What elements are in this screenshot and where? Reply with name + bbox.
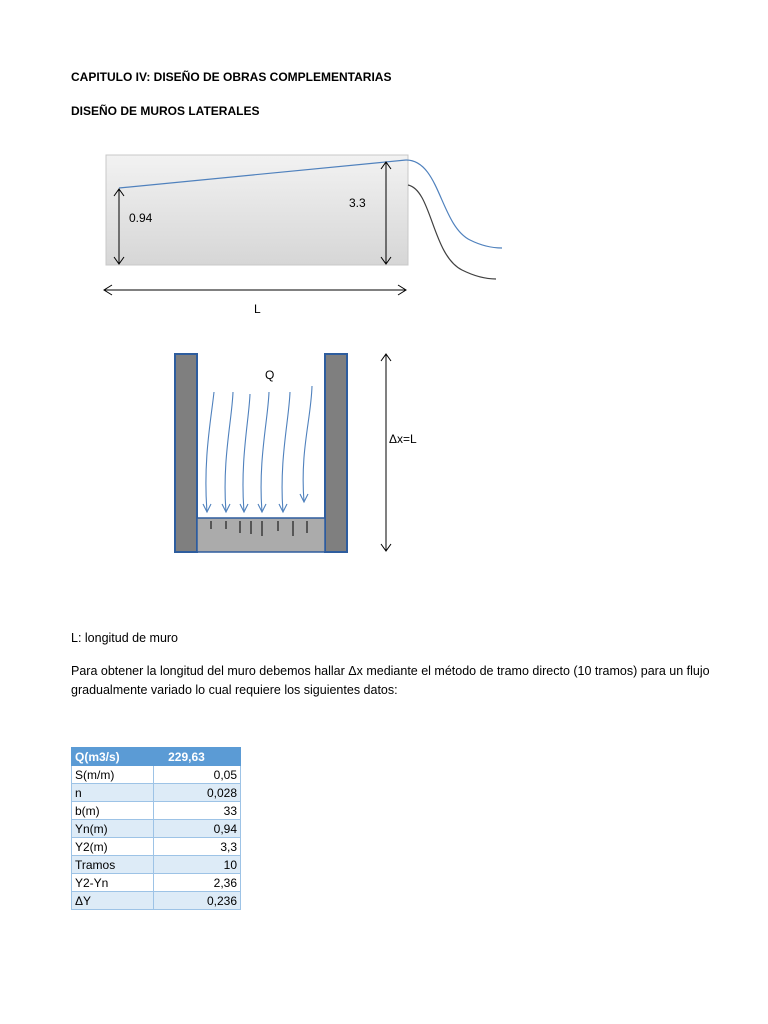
table-row xyxy=(72,766,241,784)
param-label: b(m) xyxy=(72,802,154,820)
param-value: 10 xyxy=(154,856,241,874)
param-label: Tramos xyxy=(72,856,154,874)
flow-section-diagram xyxy=(0,340,768,570)
chapter-heading: CAPITULO IV: DISEÑO DE OBRAS COMPLEMENTARIAS xyxy=(71,70,392,84)
table-row xyxy=(72,856,241,874)
param-value: 0,05 xyxy=(154,766,241,784)
param-value: 0,028 xyxy=(154,784,241,802)
section-heading: DISEÑO DE MUROS LATERALES xyxy=(71,104,260,118)
flow-arrows xyxy=(203,386,312,512)
param-label: n xyxy=(72,784,154,802)
right-depth-label: 3.3 xyxy=(349,196,366,210)
table-row xyxy=(72,892,241,910)
table-row xyxy=(72,874,241,892)
parameters-table xyxy=(71,747,241,910)
param-value: 229,63 xyxy=(154,748,241,766)
method-paragraph: Para obtener la longitud del muro debemos hallar Δx mediante el método de tramo directo (10 tramos) para un flujo gradualmente variado lo cual requiere los siguientes datos: xyxy=(71,664,710,697)
water-drop-curve xyxy=(406,160,502,248)
param-label: Q(m3/s) xyxy=(72,748,154,766)
param-label: ΔY xyxy=(72,892,154,910)
flow-label: Q xyxy=(265,368,275,382)
param-value: 0,236 xyxy=(154,892,241,910)
table-row xyxy=(72,784,241,802)
param-value: 33 xyxy=(154,802,241,820)
channel-bed-curve xyxy=(408,185,496,279)
param-value: 3,3 xyxy=(154,838,241,856)
param-value: 0,94 xyxy=(154,820,241,838)
right-wall xyxy=(325,354,347,552)
left-depth-label: 0.94 xyxy=(129,211,153,225)
table-row xyxy=(72,820,241,838)
param-value: 2,36 xyxy=(154,874,241,892)
left-wall xyxy=(175,354,197,552)
length-label: L xyxy=(254,302,261,316)
height-label: Δx=L xyxy=(389,432,417,446)
table-row xyxy=(72,802,241,820)
wall-profile-diagram xyxy=(0,0,768,330)
param-label: S(m/m) xyxy=(72,766,154,784)
channel-box xyxy=(106,155,408,265)
table-header-row xyxy=(72,748,241,766)
param-label: Y2-Yn xyxy=(72,874,154,892)
channel-floor xyxy=(197,518,325,552)
table-row xyxy=(72,838,241,856)
param-label: Yn(m) xyxy=(72,820,154,838)
length-definition: L: longitud de muro xyxy=(71,631,179,645)
param-label: Y2(m) xyxy=(72,838,154,856)
